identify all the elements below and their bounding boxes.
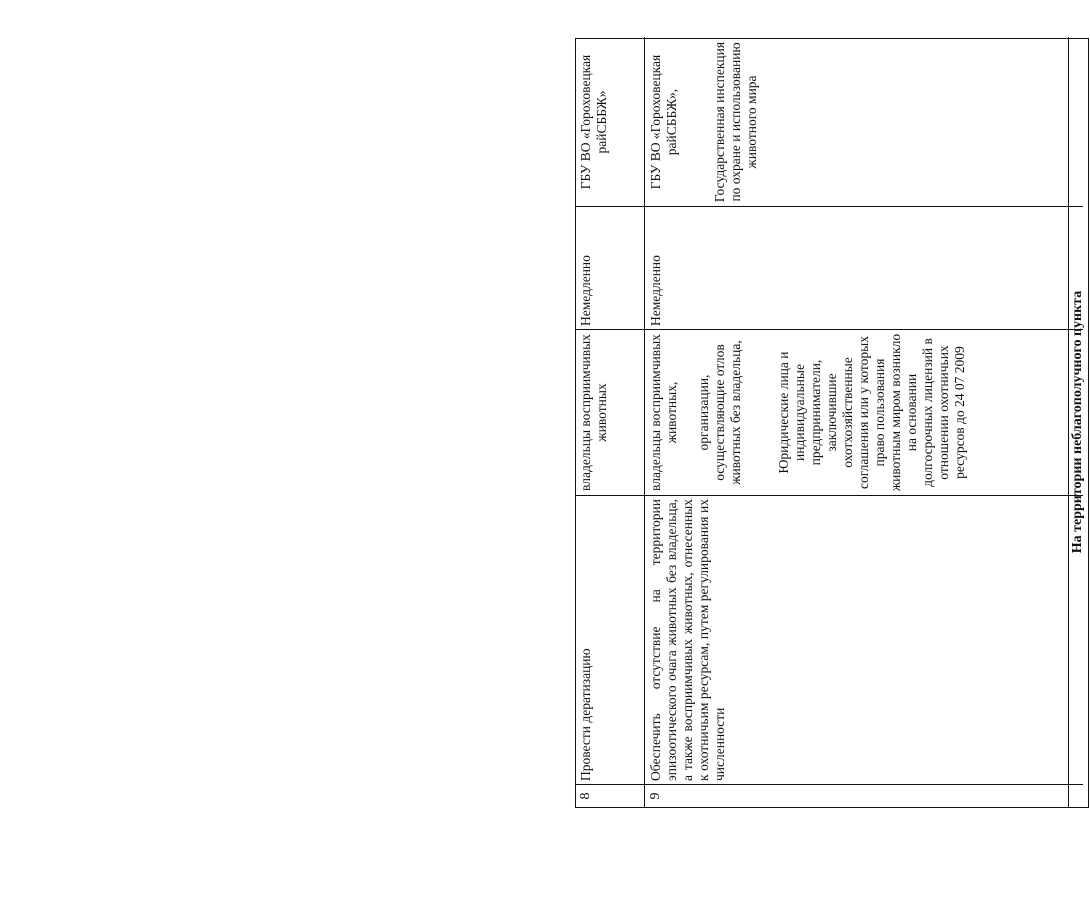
- column-divider: [576, 329, 1083, 330]
- section-title: На территории неблагополучного пункта: [1070, 290, 1085, 554]
- row-9-responsible: [648, 333, 1064, 492]
- row-9-number: 9: [648, 792, 663, 800]
- row-8-number: 8: [578, 792, 593, 800]
- row-9-action: Обеспечить отсутствие на территории эпизоотического очага животных без владельца, а также восприимчивых животных, отнесенных к охотничьим ресурсам, путем регулирования их численности: [648, 499, 727, 781]
- row-8-executor: ГБУ ВО «Гороховецкая райСББЖ»: [578, 54, 609, 190]
- column-divider: [576, 495, 1083, 496]
- row-8-action: Провести дератизацию: [578, 648, 593, 781]
- executor-gbu: ГБУ ВО «Гороховецкая райСББЖ»,: [648, 54, 679, 190]
- column-divider: [576, 206, 1083, 207]
- responsible-owners: владельцы восприимчивых животных,: [648, 334, 679, 491]
- responsible-legal-entities: Юридические лица и индивидуальные предприниматели, заключившие охотхозяйственные соглашения или у которых право пользования животным миром возникло на основании долгосрочных лицензий в отношении охотничьих ресурсов до 24 07 2009: [776, 333, 967, 492]
- row-9-executor: [648, 41, 1064, 203]
- measures-table: [575, 38, 1089, 808]
- row-divider: [644, 37, 645, 807]
- row-8-responsible: владельцы восприимчивых животных: [578, 334, 609, 491]
- row-8-term: Немедленно: [578, 255, 593, 326]
- responsible-organizations: организации, осуществляющие отлов животных без владельца,: [696, 340, 743, 485]
- row-9-term: Немедленно: [648, 255, 663, 326]
- executor-inspection: Государственная инспекция по охране и использованию животного мира: [712, 41, 759, 203]
